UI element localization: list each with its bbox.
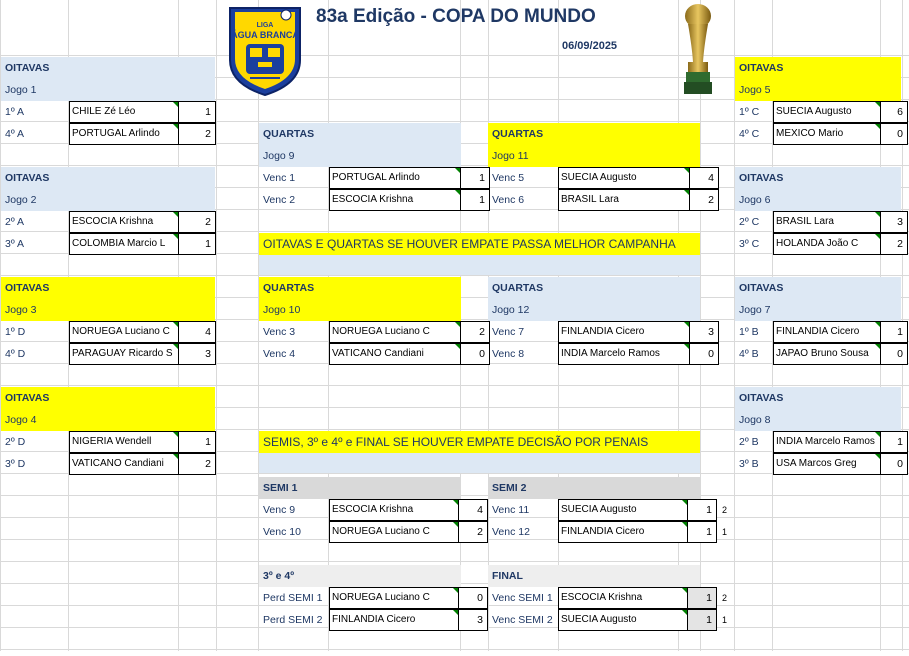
- seed-label: 2º A: [5, 216, 25, 228]
- score: 1: [687, 609, 717, 631]
- seed-label: 4º A: [5, 128, 25, 140]
- score: 1: [880, 321, 908, 343]
- seed-label: 3º B: [739, 458, 759, 470]
- score: 3: [178, 343, 216, 365]
- rule-banner-quartas: OITAVAS E QUARTAS SE HOUVER EMPATE PASSA MELHOR CAMPANHA: [259, 233, 700, 255]
- score: 1: [687, 521, 717, 543]
- team-name: SUECIA Augusto: [558, 499, 688, 521]
- event-date: 06/09/2025: [562, 40, 618, 52]
- seed-label: Perd SEMI 2: [263, 614, 323, 626]
- stage-label: OITAVAS: [739, 392, 784, 404]
- score: 0: [689, 343, 719, 365]
- seed-label: Venc SEMI 1: [492, 592, 553, 604]
- stage-label: OITAVAS: [5, 62, 50, 74]
- seed-label: 1º D: [5, 326, 26, 338]
- stage-label: QUARTAS: [492, 128, 544, 140]
- seed-label: Venc 5: [492, 172, 525, 184]
- game-number: Jogo 5: [739, 84, 771, 96]
- seed-label: 1º A: [5, 106, 25, 118]
- score: 6: [880, 101, 908, 123]
- score: 1: [178, 233, 216, 255]
- team-name: ESCOCIA Krishna: [558, 587, 688, 609]
- team-name: COLOMBIA Marcio L: [69, 233, 179, 255]
- score: 1: [687, 499, 717, 521]
- score: 3: [689, 321, 719, 343]
- stage-label: QUARTAS: [492, 282, 544, 294]
- team-name: INDIA Marcelo Ramos: [773, 431, 881, 453]
- score: 2: [178, 453, 216, 475]
- game-number: Jogo 9: [263, 150, 295, 162]
- stage-label: SEMI 1: [263, 482, 298, 494]
- seed-label: Venc 7: [492, 326, 525, 338]
- penalty-score: 2: [722, 593, 728, 603]
- game-number: Jogo 1: [5, 84, 37, 96]
- stage-label: OITAVAS: [739, 282, 784, 294]
- game-number: Jogo 2: [5, 194, 37, 206]
- team-name: PORTUGAL Arlindo: [329, 167, 461, 189]
- score: 2: [458, 521, 488, 543]
- team-name: PORTUGAL Arlindo: [69, 123, 179, 145]
- score: 1: [178, 101, 216, 123]
- team-name: NORUEGA Luciano C: [69, 321, 179, 343]
- team-name: SUECIA Augusto: [558, 167, 690, 189]
- game-number: Jogo 6: [739, 194, 771, 206]
- team-name: INDIA Marcelo Ramos: [558, 343, 690, 365]
- score: 3: [880, 211, 908, 233]
- rule-banner-final: SEMIS, 3º e 4º e FINAL SE HOUVER EMPATE DECISÃO POR PENAIS: [259, 431, 700, 453]
- score: 2: [880, 233, 908, 255]
- game-number: Jogo 10: [263, 304, 301, 316]
- seed-label: Venc 9: [263, 504, 296, 516]
- team-name: VATICANO Candiani: [69, 453, 179, 475]
- stage-label: OITAVAS: [5, 172, 50, 184]
- game-number: Jogo 3: [5, 304, 37, 316]
- seed-label: Venc 3: [263, 326, 296, 338]
- team-name: FINLANDIA Cicero: [329, 609, 459, 631]
- team-name: ESCOCIA Krishna: [329, 499, 459, 521]
- team-name: NORUEGA Luciano C: [329, 321, 461, 343]
- score: 0: [460, 343, 490, 365]
- score: 4: [178, 321, 216, 343]
- score: 1: [880, 431, 908, 453]
- team-name: SUECIA Augusto: [558, 609, 688, 631]
- team-name: JAPAO Bruno Sousa: [773, 343, 881, 365]
- seed-label: Venc 8: [492, 348, 525, 360]
- seed-label: Venc 2: [263, 194, 296, 206]
- seed-label: 3º A: [5, 238, 25, 250]
- logo-text-agua-branca: ÁGUA BRANCA: [231, 30, 299, 40]
- game-number: Jogo 4: [5, 414, 37, 426]
- team-name: ESCOCIA Krishna: [69, 211, 179, 233]
- penalty-score: 1: [722, 615, 728, 625]
- stage-label: 3º e 4º: [263, 570, 295, 582]
- team-name: FINLANDIA Cicero: [558, 321, 690, 343]
- score: 1: [687, 587, 717, 609]
- logo-text-liga: LIGA: [256, 22, 274, 29]
- team-name: FINLANDIA Cicero: [558, 521, 688, 543]
- seed-label: 2º D: [5, 436, 26, 448]
- seed-label: 1º C: [739, 106, 760, 118]
- score: 2: [178, 123, 216, 145]
- score: 1: [178, 431, 216, 453]
- stage-label: SEMI 2: [492, 482, 527, 494]
- team-name: CHILE Zé Léo: [69, 101, 179, 123]
- seed-label: 4º B: [739, 348, 759, 360]
- seed-label: Venc 6: [492, 194, 525, 206]
- seed-label: 4º C: [739, 128, 760, 140]
- stage-label: QUARTAS: [263, 128, 315, 140]
- stage-label: OITAVAS: [739, 62, 784, 74]
- team-name: BRASIL Lara: [773, 211, 881, 233]
- stage-label: FINAL: [492, 570, 523, 582]
- seed-label: 4º D: [5, 348, 26, 360]
- team-name: VATICANO Candiani: [329, 343, 461, 365]
- rule-banner-band: [259, 453, 700, 473]
- game-number: Jogo 7: [739, 304, 771, 316]
- team-name: NORUEGA Luciano C: [329, 521, 459, 543]
- seed-label: Venc SEMI 2: [492, 614, 553, 626]
- seed-label: 3º C: [739, 238, 760, 250]
- team-name: SUECIA Augusto: [773, 101, 881, 123]
- score: 4: [689, 167, 719, 189]
- team-name: HOLANDA João C: [773, 233, 881, 255]
- seed-label: 1º B: [739, 326, 759, 338]
- score: 0: [880, 343, 908, 365]
- rule-banner-band: [259, 255, 700, 275]
- team-name: ESCOCIA Krishna: [329, 189, 461, 211]
- game-number: Jogo 11: [492, 150, 529, 162]
- seed-label: 2º C: [739, 216, 760, 228]
- penalty-score: 2: [722, 505, 728, 515]
- team-name: NIGERIA Wendell: [69, 431, 179, 453]
- stage-label: OITAVAS: [5, 392, 50, 404]
- seed-label: Venc 4: [263, 348, 296, 360]
- seed-label: Venc 10: [263, 526, 301, 538]
- seed-label: Perd SEMI 1: [263, 592, 323, 604]
- score: 0: [880, 453, 908, 475]
- team-name: USA Marcos Greg: [773, 453, 881, 475]
- score: 2: [178, 211, 216, 233]
- score: 3: [458, 609, 488, 631]
- score: 0: [458, 587, 488, 609]
- penalty-score: 1: [722, 527, 728, 537]
- liga-logo: [226, 2, 304, 97]
- score: 2: [689, 189, 719, 211]
- trophy-icon: [678, 2, 718, 97]
- team-name: NORUEGA Luciano C: [329, 587, 459, 609]
- score: 1: [460, 167, 490, 189]
- seed-label: 2º B: [739, 436, 759, 448]
- page-title: 83a Edição - COPA DO MUNDO: [316, 6, 596, 27]
- seed-label: Venc 11: [492, 504, 530, 516]
- stage-label: OITAVAS: [739, 172, 784, 184]
- score: 0: [880, 123, 908, 145]
- game-number: Jogo 12: [492, 304, 530, 316]
- score: 2: [460, 321, 490, 343]
- stage-label: OITAVAS: [5, 282, 50, 294]
- team-name: PARAGUAY Ricardo S: [69, 343, 179, 365]
- seed-label: Venc 1: [263, 172, 296, 184]
- score: 1: [460, 189, 490, 211]
- seed-label: Venc 12: [492, 526, 530, 538]
- team-name: MEXICO Mario: [773, 123, 881, 145]
- team-name: BRASIL Lara: [558, 189, 690, 211]
- score: 4: [458, 499, 488, 521]
- team-name: FINLANDIA Cicero: [773, 321, 881, 343]
- seed-label: 3º D: [5, 458, 26, 470]
- stage-label: QUARTAS: [263, 282, 315, 294]
- game-number: Jogo 8: [739, 414, 771, 426]
